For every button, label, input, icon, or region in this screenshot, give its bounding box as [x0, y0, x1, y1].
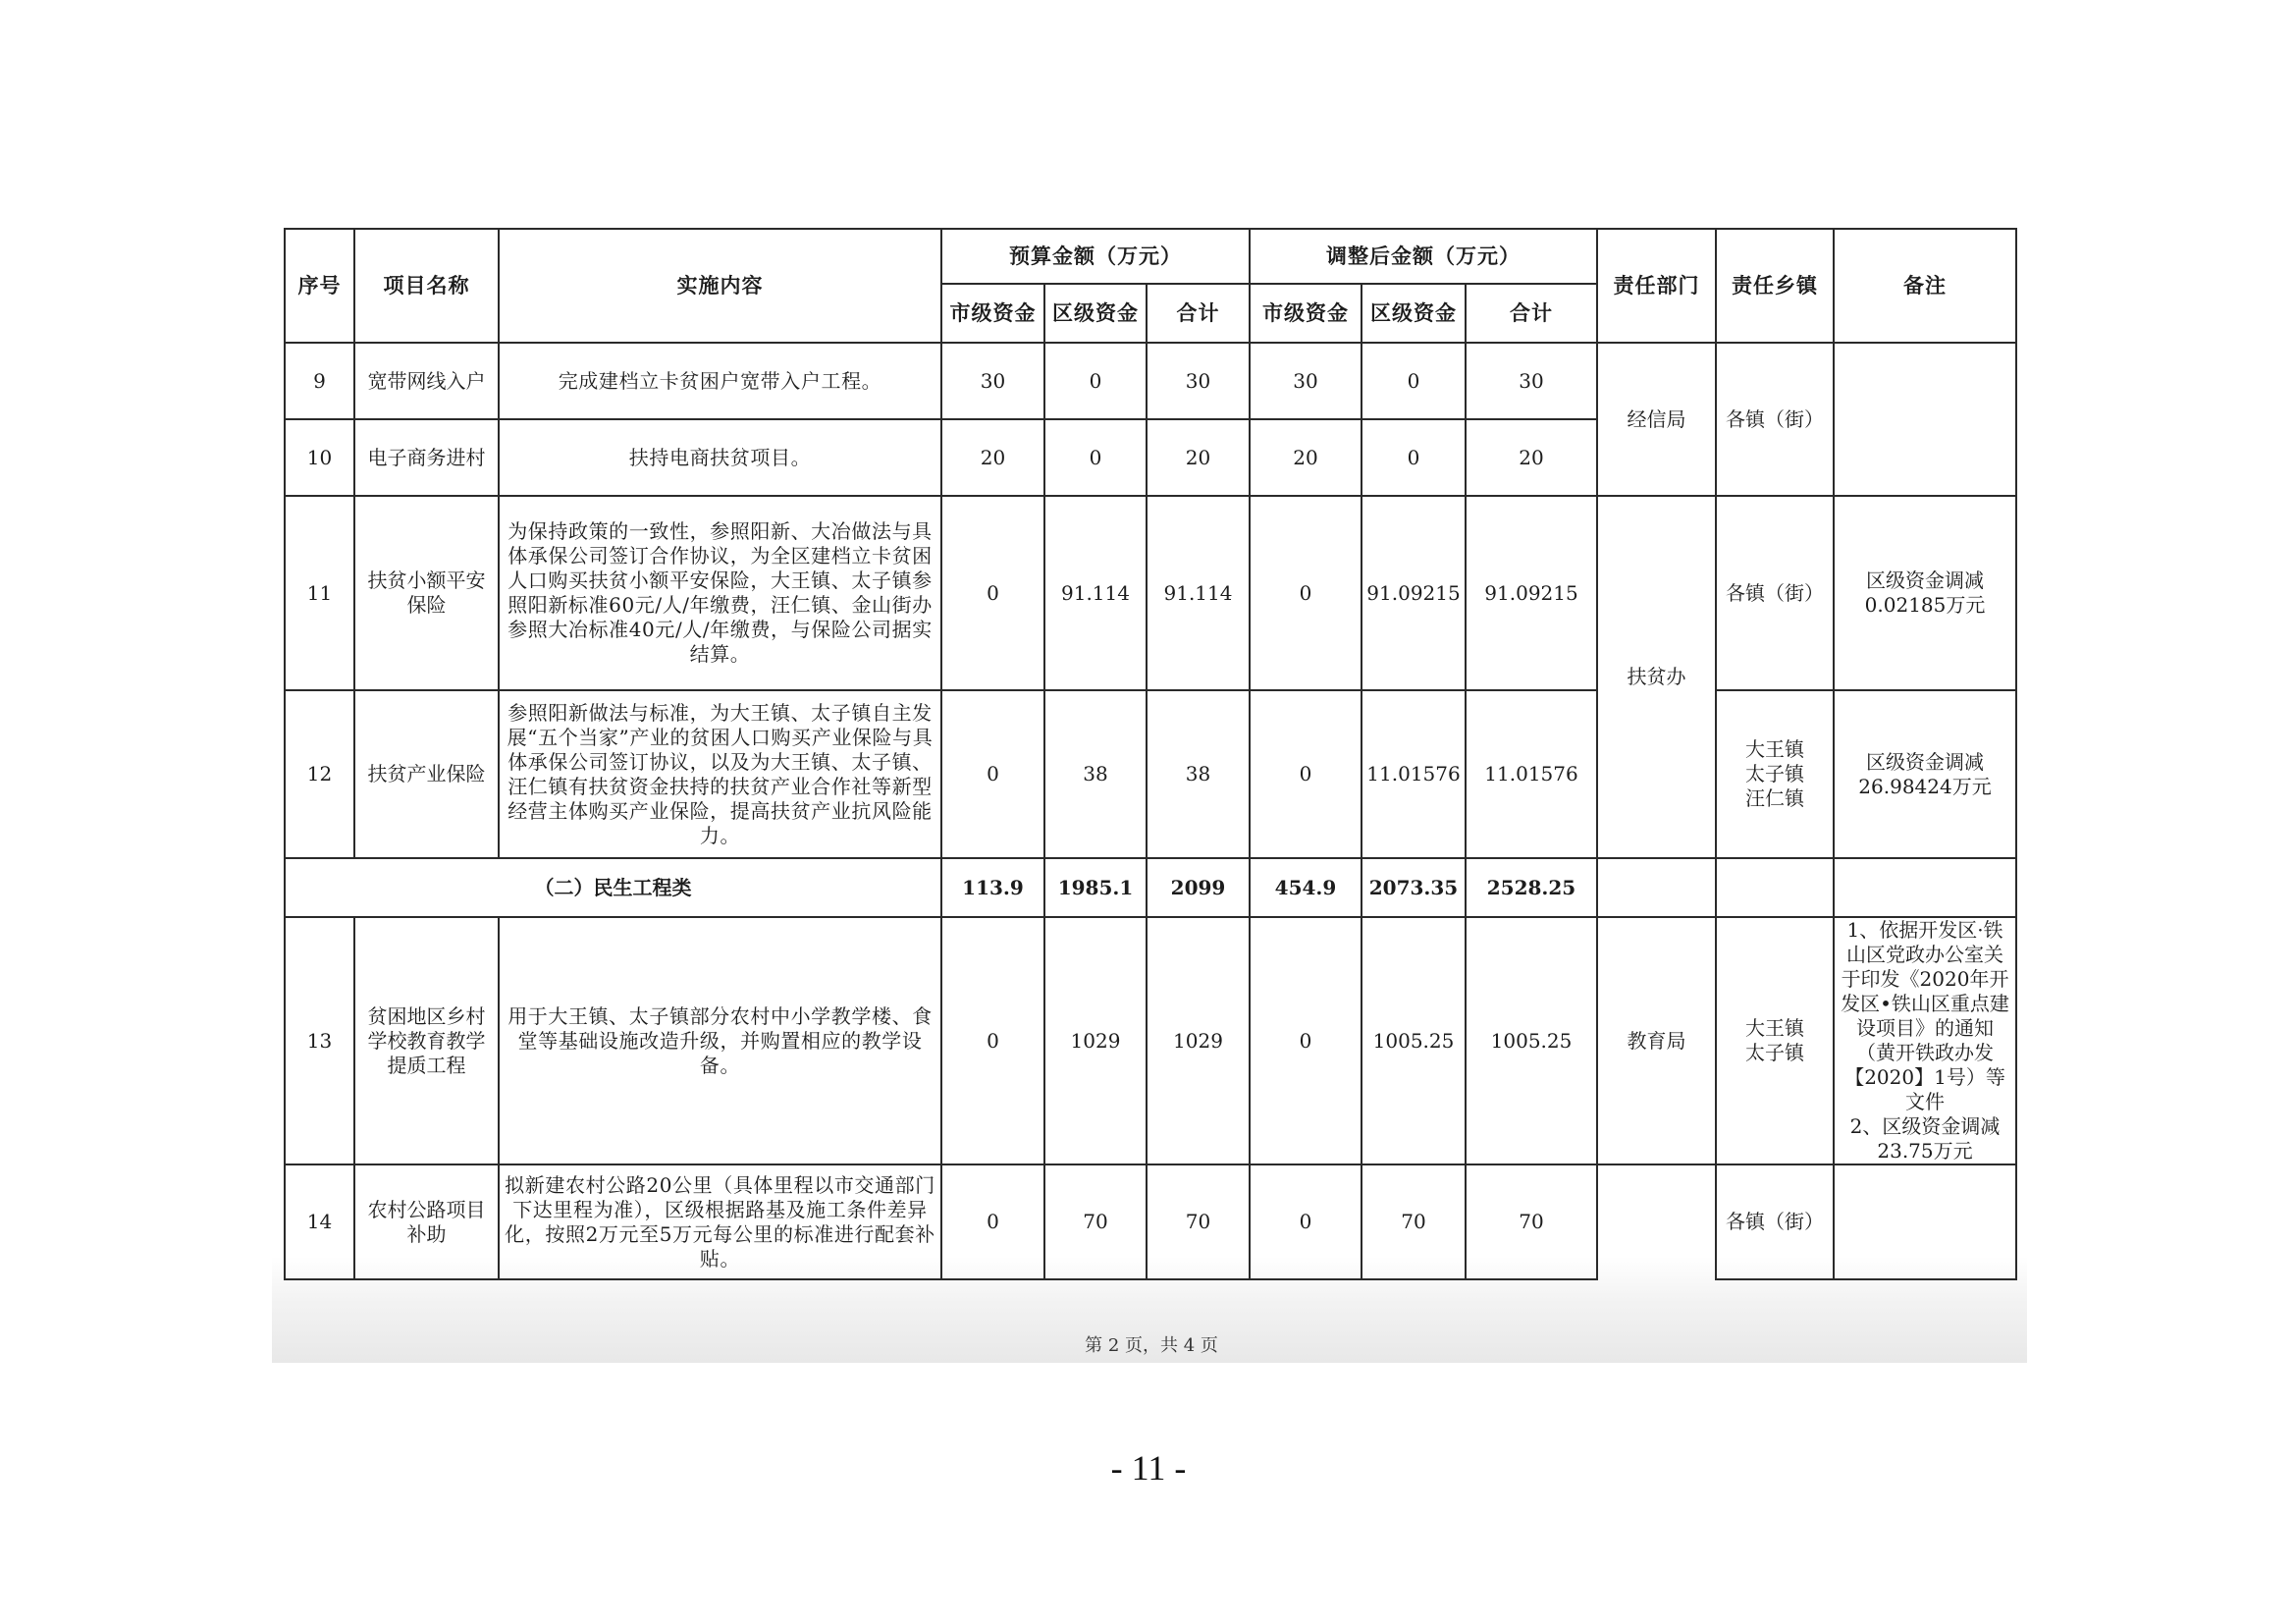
header-dept: 责任部门 [1597, 229, 1716, 343]
budget-total: 70 [1147, 1164, 1250, 1279]
adjusted-city: 0 [1250, 917, 1362, 1164]
row-seq: 13 [285, 917, 354, 1164]
section-dept [1597, 858, 1716, 917]
budget-city: 0 [941, 917, 1044, 1164]
section-adjusted-city: 454.9 [1250, 858, 1362, 917]
budget-total: 91.114 [1147, 496, 1250, 690]
budget-district: 0 [1044, 419, 1147, 496]
budget-total: 20 [1147, 419, 1250, 496]
header-seq: 序号 [285, 229, 354, 343]
row-remark: 1、依据开发区·铁山区党政办公室关于印发《2020年开发区•铁山区重点建设项目》的通知（黄开铁政办发【2020】1号）等文件 2、区级资金调减23.75万元 [1834, 917, 2016, 1164]
header-town: 责任乡镇 [1716, 229, 1834, 343]
header-content: 实施内容 [499, 229, 941, 343]
budget-district: 38 [1044, 690, 1147, 858]
row-remark [1834, 343, 2016, 496]
row-content: 为保持政策的一致性，参照阳新、大冶做法与具体承保公司签订合作协议，为全区建档立卡贫困人口购买扶贫小额平安保险，大王镇、太子镇参照阳新标准60元/人/年缴费，汪仁镇、金山街办参照大冶标准40元/人/年缴费，与保险公司据实结算。 [499, 496, 941, 690]
budget-city: 20 [941, 419, 1044, 496]
header-adjusted-city: 市级资金 [1250, 284, 1362, 343]
header-budget: 预算金额（万元） [941, 229, 1250, 284]
budget-district: 70 [1044, 1164, 1147, 1279]
header-row-top [285, 229, 2016, 284]
row-town: 大王镇 太子镇 汪仁镇 [1716, 690, 1834, 858]
row-content: 完成建档立卡贫困户宽带入户工程。 [499, 343, 941, 419]
row-name: 贫困地区乡村学校教育教学提质工程 [354, 917, 499, 1164]
budget-city: 0 [941, 496, 1044, 690]
header-adjusted-district: 区级资金 [1362, 284, 1466, 343]
row-dept: 扶贫办 [1597, 496, 1716, 858]
section-budget-district: 1985.1 [1044, 858, 1147, 917]
row-town: 各镇（街） [1716, 1164, 1834, 1279]
row-content: 拟新建农村公路20公里（具体里程以市交通部门下达里程为准），区级根据路基及施工条件差异化，按照2万元至5万元每公里的标准进行配套补贴。 [499, 1164, 941, 1279]
row-remark: 区级资金调减26.98424万元 [1834, 690, 2016, 858]
table-row [285, 343, 2016, 419]
header-budget-total: 合计 [1147, 284, 1250, 343]
section-row [285, 858, 2016, 917]
row-town: 大王镇 太子镇 [1716, 917, 1834, 1164]
adjusted-total: 1005.25 [1466, 917, 1597, 1164]
adjusted-total: 91.09215 [1466, 496, 1597, 690]
adjusted-district: 1005.25 [1362, 917, 1466, 1164]
adjusted-total: 20 [1466, 419, 1597, 496]
budget-total: 38 [1147, 690, 1250, 858]
section-title: （二）民生工程类 [285, 858, 941, 917]
row-seq: 11 [285, 496, 354, 690]
row-dept: 教育局 [1597, 917, 1716, 1164]
budget-total: 1029 [1147, 917, 1250, 1164]
adjusted-district: 0 [1362, 343, 1466, 419]
adjusted-total: 11.01576 [1466, 690, 1597, 858]
row-remark: 区级资金调减0.02185万元 [1834, 496, 2016, 690]
row-content: 扶持电商扶贫项目。 [499, 419, 941, 496]
row-seq: 10 [285, 419, 354, 496]
row-dept: 经信局 [1597, 343, 1716, 496]
budget-city: 30 [941, 343, 1044, 419]
budget-city: 0 [941, 1164, 1044, 1279]
adjusted-total: 70 [1466, 1164, 1597, 1279]
adjusted-district: 0 [1362, 419, 1466, 496]
section-remark [1834, 858, 2016, 917]
budget-district: 0 [1044, 343, 1147, 419]
budget-district: 1029 [1044, 917, 1147, 1164]
row-dept [1597, 1164, 1716, 1279]
row-name: 扶贫小额平安保险 [354, 496, 499, 690]
row-town: 各镇（街） [1716, 496, 1834, 690]
budget-total: 30 [1147, 343, 1250, 419]
section-adjusted-total: 2528.25 [1466, 858, 1597, 917]
header-adjusted: 调整后金额（万元） [1250, 229, 1597, 284]
table-row [285, 496, 2016, 690]
header-name: 项目名称 [354, 229, 499, 343]
row-name: 电子商务进村 [354, 419, 499, 496]
adjusted-city: 20 [1250, 419, 1362, 496]
row-name: 宽带网线入户 [354, 343, 499, 419]
adjusted-district: 70 [1362, 1164, 1466, 1279]
row-seq: 14 [285, 1164, 354, 1279]
section-town [1716, 858, 1834, 917]
row-seq: 9 [285, 343, 354, 419]
scan-page-info: 第 2 页，共 4 页 [1085, 1335, 1218, 1356]
header-remark: 备注 [1834, 229, 2016, 343]
budget-city: 0 [941, 690, 1044, 858]
adjusted-city: 30 [1250, 343, 1362, 419]
header-budget-district: 区级资金 [1044, 284, 1147, 343]
adjusted-total: 30 [1466, 343, 1597, 419]
header-adjusted-total: 合计 [1466, 284, 1597, 343]
row-seq: 12 [285, 690, 354, 858]
section-budget-total: 2099 [1147, 858, 1250, 917]
budget-district: 91.114 [1044, 496, 1147, 690]
row-town: 各镇（街） [1716, 343, 1834, 496]
page-number: - 11 - [1110, 1448, 1187, 1488]
table-row [285, 1164, 2016, 1279]
row-remark [1834, 1164, 2016, 1279]
table-row [285, 917, 2016, 1164]
header-budget-city: 市级资金 [941, 284, 1044, 343]
row-content: 用于大王镇、太子镇部分农村中小学教学楼、食堂等基础设施改造升级，并购置相应的教学设备。 [499, 917, 941, 1164]
adjusted-city: 0 [1250, 690, 1362, 858]
row-name: 农村公路项目补助 [354, 1164, 499, 1279]
section-budget-city: 113.9 [941, 858, 1044, 917]
section-adjusted-district: 2073.35 [1362, 858, 1466, 917]
adjusted-city: 0 [1250, 1164, 1362, 1279]
row-content: 参照阳新做法与标准，为大王镇、太子镇自主发展“五个当家”产业的贫困人口购买产业保险与具体承保公司签订协议，以及为大王镇、太子镇、汪仁镇有扶贫资金扶持的扶贫产业合作社等新型经营主体购买产业保险，提高扶贫产业抗风险能力。 [499, 690, 941, 858]
adjusted-district: 11.01576 [1362, 690, 1466, 858]
table-row [285, 690, 2016, 858]
budget-adjustment-table [284, 228, 2017, 1280]
adjusted-district: 91.09215 [1362, 496, 1466, 690]
adjusted-city: 0 [1250, 496, 1362, 690]
row-name: 扶贫产业保险 [354, 690, 499, 858]
